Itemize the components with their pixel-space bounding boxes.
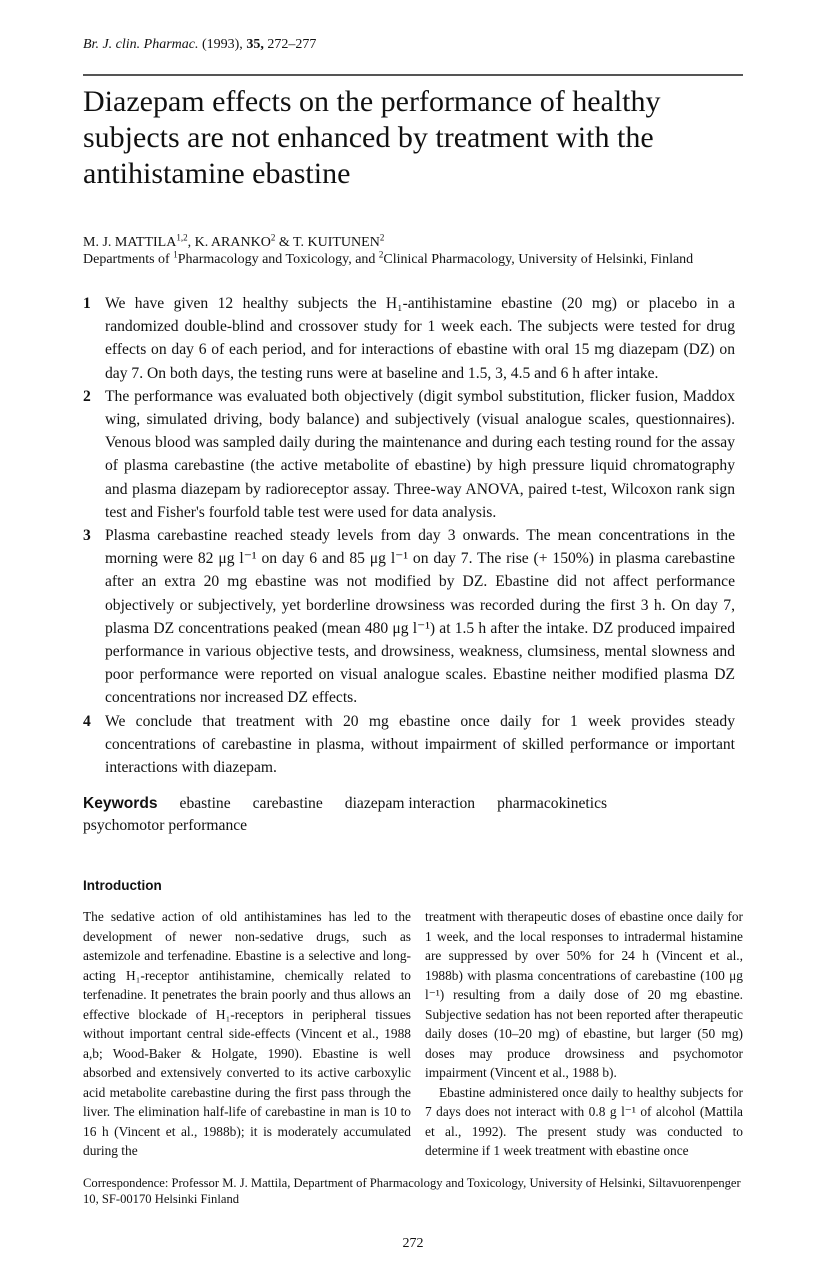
- abstract-item-text: We conclude that treatment with 20 mg ebastine once daily for 1 week provides steady concentrations of carebastine in plasma, without impairment of skilled performance or important interactions with diazepam.: [105, 712, 735, 777]
- keyword: ebastine: [179, 795, 231, 813]
- journal-year: (1993),: [201, 37, 243, 52]
- abstract-item-text: Plasma carebastine reached steady levels from day 3 onwards. The mean concentrations in the morning were 82 μg l⁻¹ on day 6 and 85 μg l⁻¹ on day 7. The rise (+ 150%) in plasma carebastine after an extra 20 mg ebastine was not modified by DZ. Ebastine did not affect performance objectively or subjectively, yet borderline drowsiness was recorded during the first 3 h. On day 7, plasma DZ concentrations peaked (mean 480 μg l⁻¹) at 1.5 h after the intake. DZ produced impaired performance in various objective tests, and drowsiness, weakness, clumsiness, mental slowness and poor performance were reported on visual analogue scales. Ebastine neither modified plasma DZ concentrations nor increased DZ effects.: [105, 527, 735, 707]
- affiliation-mark: 2: [378, 249, 384, 260]
- abstract: [83, 292, 735, 779]
- correspondence-footnote: Correspondence: Professor M. J. Mattila, Department of Pharmacology and Toxicology, University of Helsinki, Siltavuorenpenger 10, SF-00170 Helsinki Finland: [83, 1175, 741, 1206]
- abstract-item-number: 3: [83, 527, 91, 545]
- paragraph: The sedative action of old antihistamines has led to the development of newer non-sedative drugs, such as astemizole and terfenadine. Ebastine is a selective and long-acting H₁-receptor antihistamine, chemically related to terfenadine. It penetrates the brain poorly and thus allows an effective blockade of H₁-receptors in peripheral tissues without important central side-effects (Vincent et al., 1988 a,b; Wood-Baker & Holgate, 1990). Ebastine is well absorbed and extensively converted to its active carboxylic acid metabolite carebastine during the first pass through the liver. The elimination half-life of carebastine in man is 10 to 16 h (Vincent et al., 1988b); it is moderately accumulated during the: [83, 909, 411, 1159]
- header-rule: [83, 74, 743, 76]
- abstract-item: [83, 292, 735, 385]
- abstract-item-number: 4: [83, 712, 91, 730]
- journal-citation: [83, 36, 743, 54]
- affiliation-mark: 1: [173, 249, 178, 260]
- affiliation-prefix: Departments of: [83, 252, 174, 267]
- paragraph: Ebastine administered once daily to healthy subjects for 7 days does not interact with 0.8 g l⁻¹ of alcohol (Mattila et al., 1992). The present study was conducted to determine if 1 week treatment with ebastine once: [425, 1084, 743, 1159]
- abstract-item: [83, 524, 735, 710]
- body-columns: [83, 907, 743, 1161]
- author-name: K. ARANKO: [194, 235, 271, 250]
- affiliation-dept: Pharmacology and Toxicology, and: [177, 252, 379, 267]
- journal-pages: 272–277: [267, 37, 317, 52]
- author-affiliation-mark: 1,2: [176, 232, 188, 243]
- body-column-right: [425, 907, 743, 1161]
- journal-name: Br. J. clin. Pharmac.: [83, 37, 199, 52]
- abstract-item-number: 2: [83, 387, 91, 405]
- author-separator: ,: [187, 235, 195, 250]
- journal-volume: 35,: [246, 37, 264, 52]
- author-list: [83, 234, 743, 251]
- affiliation: [83, 251, 743, 268]
- author-affiliation-mark: 2: [270, 232, 276, 243]
- keyword: pharmacokinetics: [497, 795, 608, 813]
- author-separator: &: [275, 235, 293, 250]
- paragraph: treatment with therapeutic doses of ebastine once daily for 1 week, and the local responses to intradermal histamine are suppressed by over 50% for 24 h (Vincent et al., 1988b) with plasma concentrations of carebastine (100 μg l⁻¹) resulting from a daily dose of 20 mg ebastine. Subjective sedation has not been reported after therapeutic daily doses (10–20 mg) of ebastine, but larger (50 mg) doses may produce drowsiness and psychomotor impairment (Vincent et al., 1988 b).: [425, 909, 743, 1081]
- keyword: diazepam interaction: [344, 795, 476, 813]
- keywords-label: Keywords: [83, 795, 158, 813]
- keyword: psychomotor performance: [83, 817, 248, 835]
- section-heading-introduction: Introduction: [83, 878, 162, 894]
- keywords: [83, 793, 743, 837]
- affiliation-dept: Clinical Pharmacology, University of Helsinki, Finland: [383, 252, 694, 267]
- article-title: Diazepam effects on the performance of healthy subjects are not enhanced by treatment with the antihistamine ebastine: [83, 85, 661, 190]
- abstract-item-number: 1: [83, 295, 91, 312]
- author-name: M. J. MATTILA: [83, 235, 177, 250]
- author-affiliation-mark: 2: [379, 232, 385, 243]
- page-number: 272: [402, 1235, 424, 1251]
- keyword: carebastine: [252, 795, 323, 813]
- abstract-item-text: The performance was evaluated both objectively (digit symbol substitution, flicker fusion, Maddox wing, simulated driving, body balance) and subjectively (visual analogue scales, questionnaires). Venous blood was sampled daily during the maintenance and during each testing round for the assay of plasma carebastine (the active metabolite of ebastine) by high pressure liquid chromatography and plasma diazepam by radioreceptor assay. Three-way ANOVA, paired t-test, Wilcoxon rank sign test and Fisher's fourfold table test were used for data analysis.: [105, 387, 735, 521]
- abstract-item: [83, 385, 735, 524]
- body-column-left: [83, 907, 411, 1161]
- author-name: T. KUITUNEN: [292, 235, 380, 250]
- abstract-item: [83, 710, 735, 780]
- abstract-item-text: We have given 12 healthy subjects the H₁-antihistamine ebastine (20 mg) or placebo in a randomized double-blind and crossover study for 1 week each. The subjects were tested for drug effects on day 6 of each period, and for interactions of ebastine with oral 15 mg diazepam (DZ) on day 7. On both days, the testing runs were at baseline and 1.5, 3, 4.5 and 6 h after intake.: [105, 295, 735, 382]
